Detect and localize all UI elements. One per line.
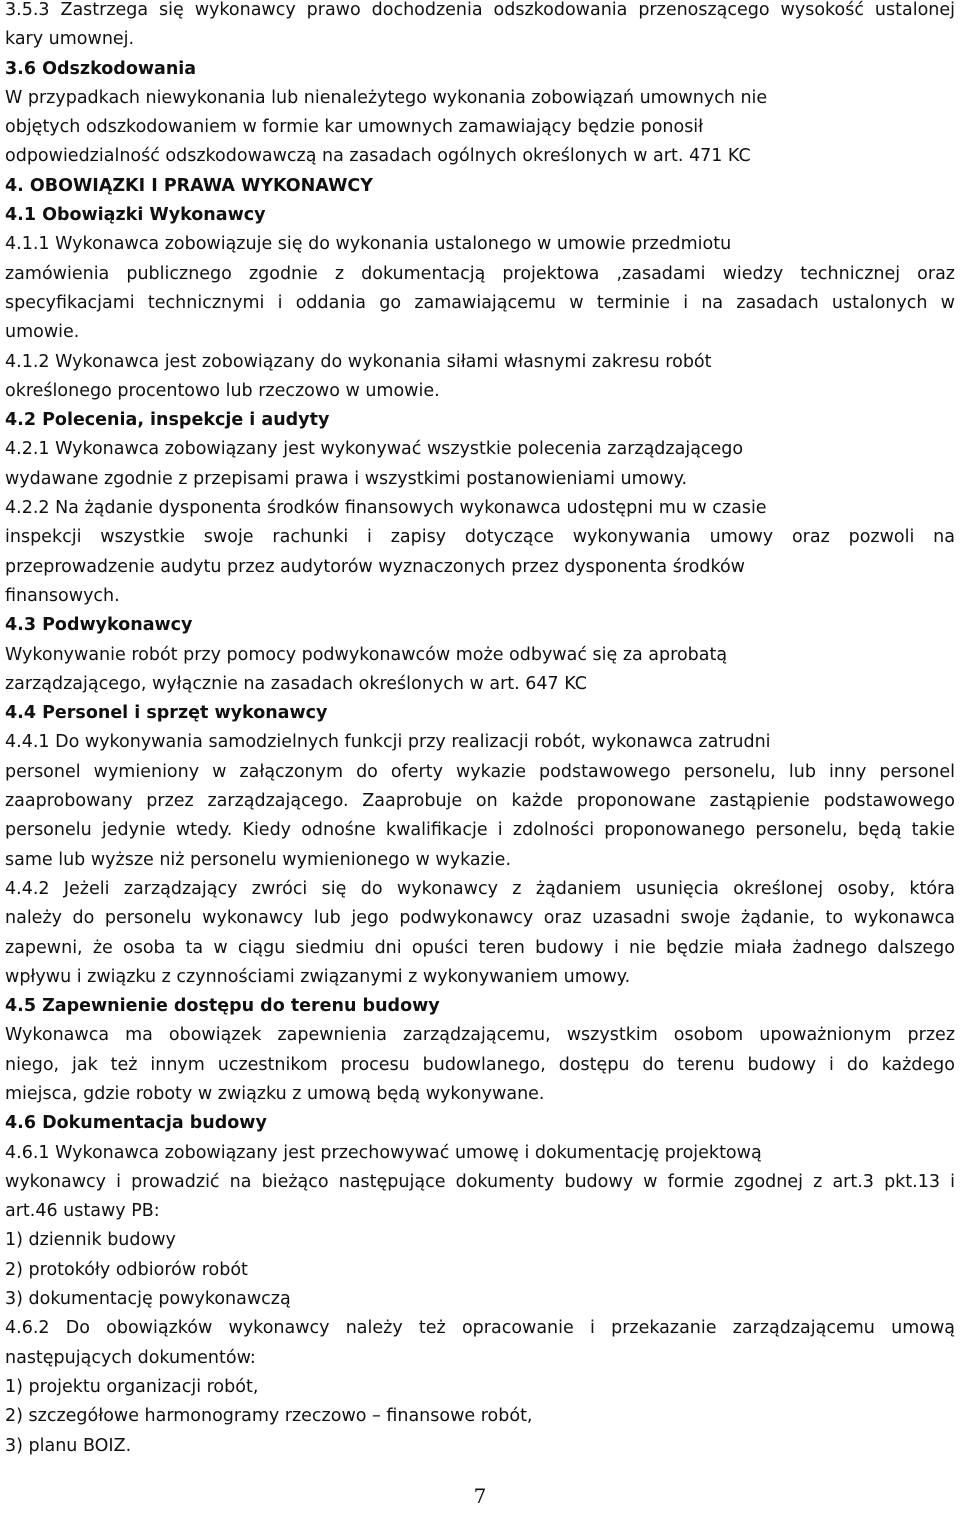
text-line: personelu jedynie wtedy. Kiedy odnośne kwalifikacje i zdolności proponowanego personelu, będą takie xyxy=(5,820,955,841)
text-line: wykonawcy i prowadzić na bieżąco następujące dokumenty budowy w formie zgodnej z art.3 pkt.13 i xyxy=(5,1171,955,1192)
text-line: kary umownej. xyxy=(5,29,135,50)
text-line: wydawane zgodnie z przepisami prawa i wszystkimi postanowieniami umowy. xyxy=(5,468,688,489)
section-heading: 4. OBOWIĄZKI I PRAWA WYKONAWCY xyxy=(5,175,373,196)
text-line: 4.6.2 Do obowiązków wykonawcy należy też opracowanie i przekazanie zarządzającemu umową xyxy=(5,1318,955,1339)
text-line: umowie. xyxy=(5,322,80,343)
text-line: wpływu i związku z czynnościami związanymi z wykonywaniem umowy. xyxy=(5,966,631,987)
document-page xyxy=(5,0,955,1461)
text-line: 4.2.2 Na żądanie dysponenta środków finansowych wykonawca udostępni mu w czasie xyxy=(5,498,767,519)
text-line: określonego procentowo lub rzeczowo w umowie. xyxy=(5,380,440,401)
text-line: 1) dziennik budowy xyxy=(5,1230,176,1251)
text-line: zarządzającego, wyłącznie na zasadach określonych w art. 647 KC xyxy=(5,673,587,694)
page-number: 7 xyxy=(473,1484,487,1508)
text-line: 4.4.2 Jeżeli zarządzający zwróci się do wykonawcy z żądaniem usunięcia określonej osoby, która xyxy=(5,878,955,899)
text-line: 4.4.1 Do wykonywania samodzielnych funkcji przy realizacji robót, wykonawca zatrudni xyxy=(5,732,771,753)
section-heading: 4.6 Dokumentacja budowy xyxy=(5,1113,267,1134)
section-heading: 4.1 Obowiązki Wykonawcy xyxy=(5,205,266,226)
text-line: zapewni, że osoba ta w ciągu siedmiu dni opuści teren budowy i nie będzie miała żadnego dalszego xyxy=(5,937,955,958)
text-line: 3) planu BOIZ. xyxy=(5,1435,132,1456)
text-line: Wykonywanie robót przy pomocy podwykonawców może odbywać się za aprobatą xyxy=(5,644,728,665)
text-line: 4.2.1 Wykonawca zobowiązany jest wykonywać wszystkie polecenia zarządzającego xyxy=(5,439,744,460)
text-line: należy do personelu wykonawcy lub jego podwykonawcy oraz uzasadni swoje żądanie, to wykonawca xyxy=(5,908,955,929)
text-line: 4.1.1 Wykonawca zobowiązuje się do wykonania ustalonego w umowie przedmiotu xyxy=(5,234,732,255)
text-line: następujących dokumentów: xyxy=(5,1347,256,1368)
text-line: odpowiedzialność odszkodowawczą na zasadach ogólnych określonych w art. 471 KC xyxy=(5,146,751,167)
text-line: niego, jak też innym uczestnikom procesu budowlanego, dostępu do terenu budowy i do każdego xyxy=(5,1054,955,1075)
text-line: finansowych. xyxy=(5,585,120,606)
text-line: inspekcji wszystkie swoje rachunki i zapisy dotyczące wykonywania umowy oraz pozwoli na xyxy=(5,527,955,548)
section-heading: 4.3 Podwykonawcy xyxy=(5,615,193,636)
text-line: 3) dokumentację powykonawczą xyxy=(5,1289,291,1310)
section-heading: 3.6 Odszkodowania xyxy=(5,58,197,79)
text-line: przeprowadzenie audytu przez audytorów wyznaczonych przez dysponenta środków xyxy=(5,556,745,577)
section-heading: 4.2 Polecenia, inspekcje i audyty xyxy=(5,410,330,431)
text-line: personel wymieniony w załączonym do oferty wykazie podstawowego personelu, lub inny personel xyxy=(5,761,955,782)
text-line: 2) szczegółowe harmonogramy rzeczowo – finansowe robót, xyxy=(5,1406,533,1427)
text-line: 3.5.3 Zastrzega się wykonawcy prawo dochodzenia odszkodowania przenoszącego wysokość ustalonej xyxy=(5,0,955,20)
text-line: W przypadkach niewykonania lub nienależytego wykonania zobowiązań umownych nie xyxy=(5,87,768,108)
text-line: specyfikacjami technicznymi i oddania go zamawiającemu w terminie i na zasadach ustalonych w xyxy=(5,292,955,313)
text-line: 4.6.1 Wykonawca zobowiązany jest przechowywać umowę i dokumentację projektową xyxy=(5,1142,762,1163)
text-line: miejsca, gdzie roboty w związku z umową będą wykonywane. xyxy=(5,1083,545,1104)
text-line: same lub wyższe niż personelu wymienionego w wykazie. xyxy=(5,849,512,870)
text-line: 1) projektu organizacji robót, xyxy=(5,1376,259,1397)
text-line: zamówienia publicznego zgodnie z dokumentacją projektowa ,zasadami wiedzy technicznej oraz xyxy=(5,263,955,284)
text-line: Wykonawca ma obowiązek zapewnienia zarządzającemu, wszystkim osobom upoważnionym przez xyxy=(5,1025,955,1046)
text-line: objętych odszkodowaniem w formie kar umownych zamawiający będzie ponosił xyxy=(5,117,704,138)
text-line: 4.1.2 Wykonawca jest zobowiązany do wykonania siłami własnymi zakresu robót xyxy=(5,351,712,372)
text-line: 2) protokóły odbiorów robót xyxy=(5,1259,248,1280)
text-line: art.46 ustawy PB: xyxy=(5,1201,160,1222)
text-line: zaaprobowany przez zarządzającego. Zaaprobuje on każde proponowane zastąpienie podstawowego xyxy=(5,791,955,812)
section-heading: 4.5 Zapewnienie dostępu do terenu budowy xyxy=(5,996,440,1017)
section-heading: 4.4 Personel i sprzęt wykonawcy xyxy=(5,703,328,724)
